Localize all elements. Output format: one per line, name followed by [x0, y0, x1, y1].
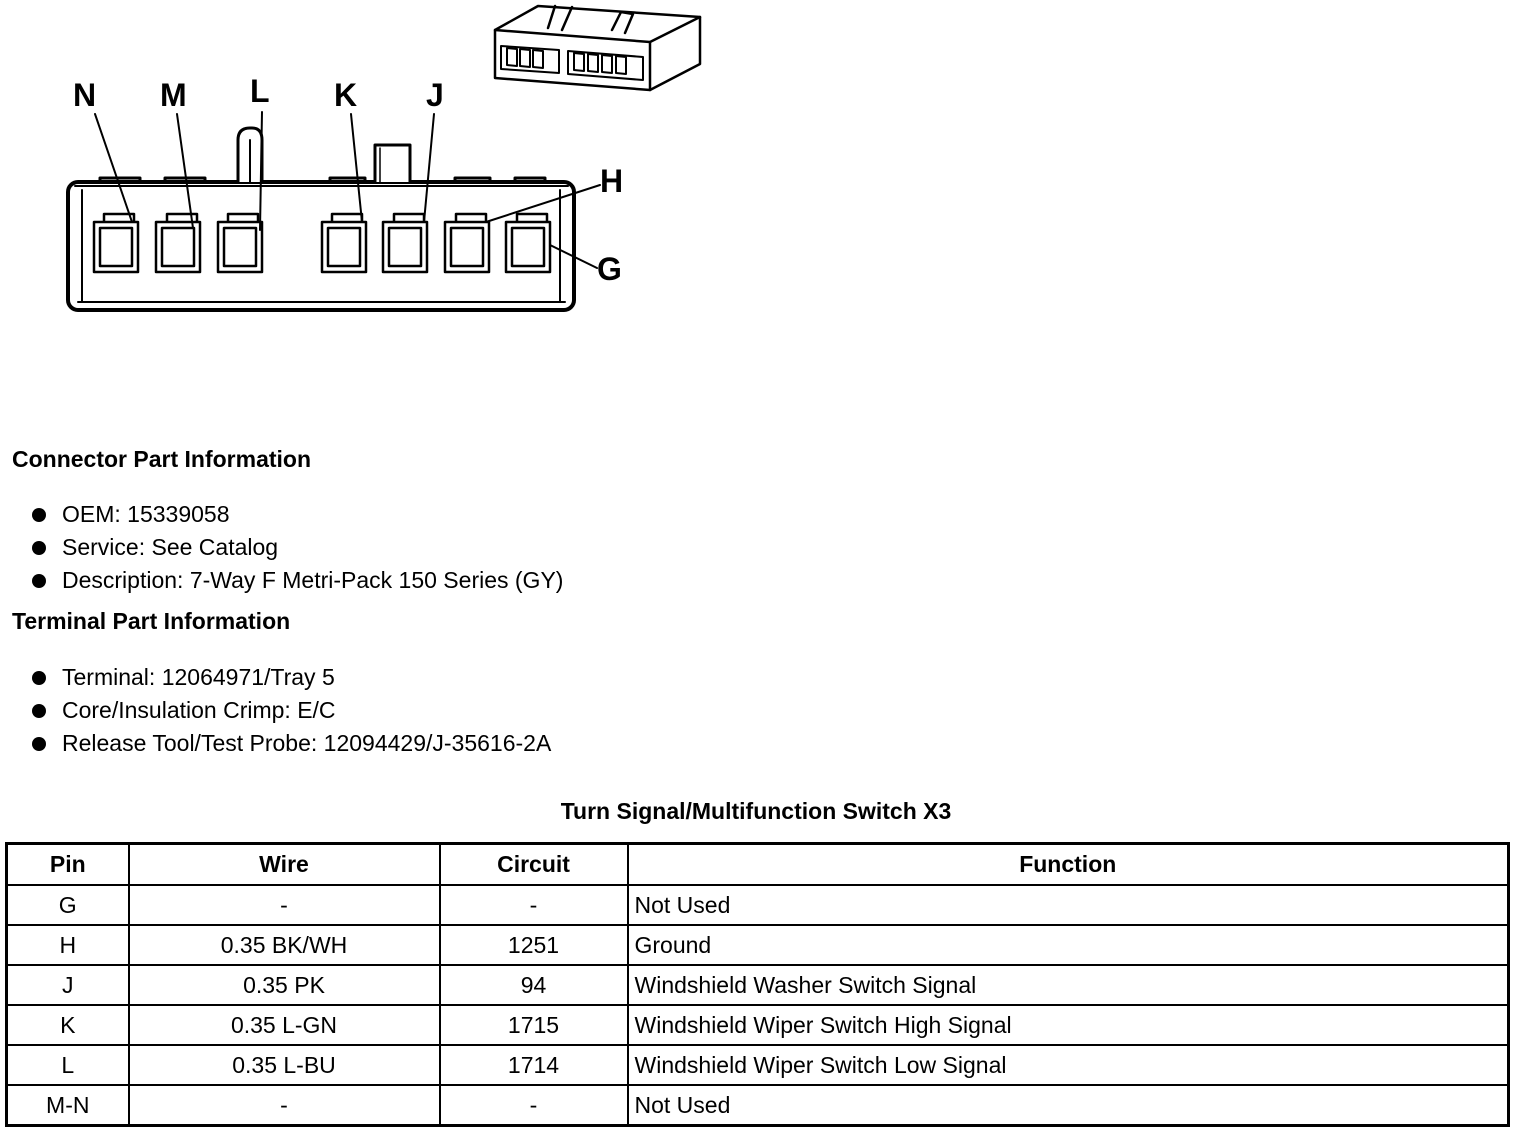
- table-row: [7, 965, 1509, 1005]
- bullet-icon: [32, 671, 46, 685]
- cell-pin: K: [7, 1005, 129, 1045]
- cell-function: Ground: [628, 925, 1509, 965]
- bullet-icon: [32, 574, 46, 588]
- cell-function: Not Used: [628, 1085, 1509, 1126]
- connector-info-list: [12, 498, 563, 597]
- table-title: Turn Signal/Multifunction Switch X3: [560, 798, 952, 824]
- cavity-L: [218, 214, 262, 272]
- cell-pin: J: [7, 965, 129, 1005]
- terminal-info-list: [12, 661, 551, 760]
- cell-circuit: 1714: [440, 1045, 628, 1085]
- list-item-text: Description: 7-Way F Metri-Pack 150 Series (GY): [62, 567, 564, 593]
- cell-wire: 0.35 BK/WH: [129, 925, 440, 965]
- pin-label-K: K: [334, 77, 358, 113]
- header-function: Function: [628, 844, 1509, 886]
- cavity-K: [322, 214, 366, 272]
- bullet-icon: [32, 541, 46, 555]
- list-item: [12, 694, 551, 727]
- list-item: [12, 498, 563, 531]
- cell-function: Windshield Wiper Switch Low Signal: [628, 1045, 1509, 1085]
- cell-pin: G: [7, 885, 129, 925]
- connector-info-heading: Connector Part Information: [12, 446, 312, 472]
- cell-pin: M-N: [7, 1085, 129, 1126]
- header-wire: Wire: [129, 844, 440, 886]
- cell-circuit: -: [440, 1085, 628, 1126]
- list-item: [12, 531, 563, 564]
- table-header-row: [7, 844, 1509, 886]
- pin-label-L: L: [250, 73, 270, 109]
- list-item-text: Terminal: 12064971/Tray 5: [62, 664, 335, 690]
- cavity-J: [383, 214, 427, 272]
- cell-circuit: 1715: [440, 1005, 628, 1045]
- bullet-icon: [32, 508, 46, 522]
- list-item-text: Release Tool/Test Probe: 12094429/J-35616-2A: [62, 730, 552, 756]
- bullet-icon: [32, 704, 46, 718]
- cell-circuit: 94: [440, 965, 628, 1005]
- cell-wire: 0.35 L-BU: [129, 1045, 440, 1085]
- list-item: [12, 727, 551, 760]
- list-item-text: OEM: 15339058: [62, 501, 230, 527]
- header-circuit: Circuit: [440, 844, 628, 886]
- list-item-text: Service: See Catalog: [62, 534, 279, 560]
- cell-circuit: 1251: [440, 925, 628, 965]
- table-row: [7, 925, 1509, 965]
- pin-label-M: M: [160, 77, 187, 113]
- cell-function: Windshield Washer Switch Signal: [628, 965, 1509, 1005]
- pin-label-G: G: [597, 251, 622, 287]
- cell-wire: -: [129, 885, 440, 925]
- table-row: [7, 1085, 1509, 1126]
- table-row: [7, 885, 1509, 925]
- cell-wire: 0.35 PK: [129, 965, 440, 1005]
- table-row: [7, 1005, 1509, 1045]
- cell-wire: -: [129, 1085, 440, 1126]
- cavity-M: [156, 214, 200, 272]
- connector-iso-view: [495, 6, 700, 90]
- cavity-H: [445, 214, 489, 272]
- list-item-text: Core/Insulation Crimp: E/C: [62, 697, 336, 723]
- list-item: [12, 564, 563, 597]
- terminal-info-heading: Terminal Part Information: [12, 608, 291, 634]
- pin-table: [5, 842, 1510, 1127]
- cell-circuit: -: [440, 885, 628, 925]
- pin-label-J: J: [426, 77, 444, 113]
- header-pin: Pin: [7, 844, 129, 886]
- table-row: [7, 1045, 1509, 1085]
- pin-label-N: N: [73, 77, 97, 113]
- cell-pin: L: [7, 1045, 129, 1085]
- pin-label-H: H: [600, 163, 624, 199]
- connector-diagram: [0, 0, 1520, 420]
- list-item: [12, 661, 551, 694]
- cell-function: Windshield Wiper Switch High Signal: [628, 1005, 1509, 1045]
- cell-wire: 0.35 L-GN: [129, 1005, 440, 1045]
- cell-function: Not Used: [628, 885, 1509, 925]
- cell-pin: H: [7, 925, 129, 965]
- bullet-icon: [32, 737, 46, 751]
- cavity-G: [506, 214, 550, 272]
